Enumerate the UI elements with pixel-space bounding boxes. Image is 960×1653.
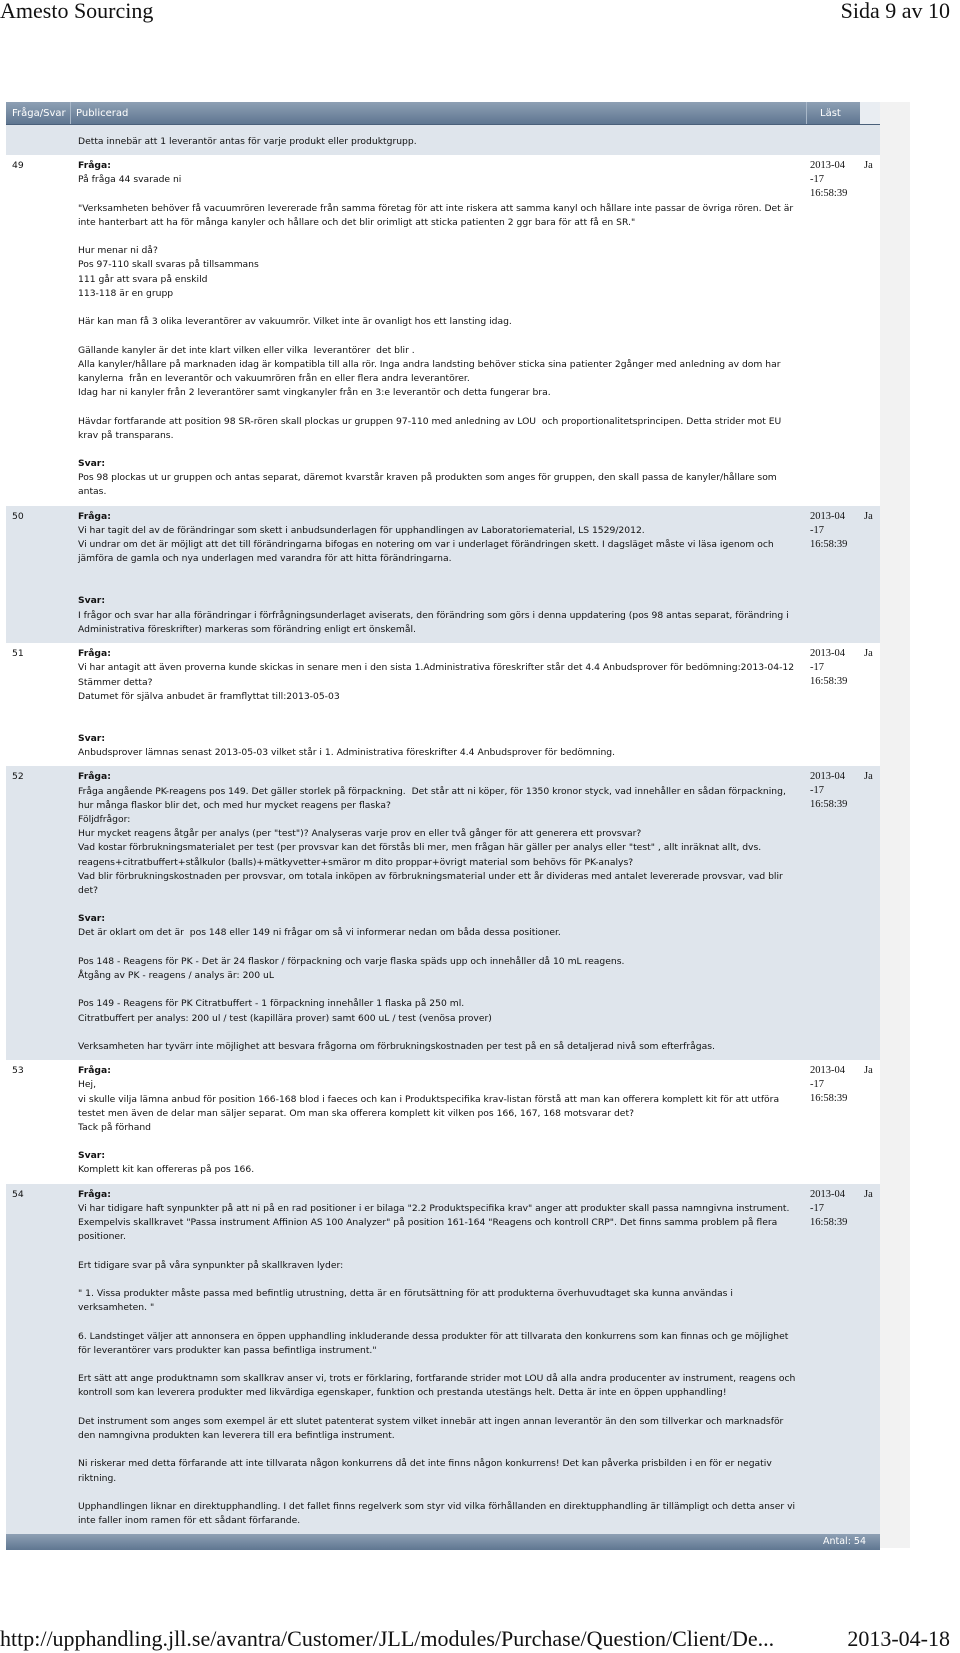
row-number: 50 xyxy=(12,510,24,522)
grid-footer xyxy=(6,1534,880,1550)
column-header-qa[interactable]: Fråga/Svar xyxy=(12,108,66,119)
table-row[interactable] xyxy=(6,1060,880,1183)
site-title: Amesto Sourcing xyxy=(0,0,154,23)
qa-grid xyxy=(6,102,880,1550)
published-date: 2013-04 -17 16:58:39 xyxy=(810,160,848,199)
read-status: Ja xyxy=(864,1065,873,1077)
column-separator xyxy=(70,102,71,124)
table-row[interactable] xyxy=(6,766,880,1060)
answer-text: Komplett kit kan offereras på pos 166. xyxy=(78,1164,255,1176)
published-date: 2013-04 -17 16:58:39 xyxy=(810,771,848,811)
question-label: Fråga: xyxy=(78,771,111,783)
print-header xyxy=(0,0,960,26)
answer-label: Svar: xyxy=(78,913,106,925)
read-status: Ja xyxy=(864,510,873,522)
table-row[interactable] xyxy=(6,155,880,506)
question-text: På fråga 44 svarade ni "Verksamheten behöver få vacuumrören levererade från samma företag för att inte riskera att samma kanyl och hållare inte passar de övriga rören. Det är inte hanterbart att ha för många kanyler och hållare och det blir orimligt att sticka patienten 2 ggr bara för att få en SR." Hur menar ni då? Pos 97-110 skall svaras på tillsammans 111 går att svara på enskild 113-118 är en grupp Här kan man få 3 olika leverantörer av vakuumrör. Vilket inte är ovanligt hos ett lansting idag. Gällande kanyler är det inte klart vilken eller vilka leverantörer det blir . Alla kanyler/hållare på marknaden idag är kompatibla till alla rör. Inga andra landsting behöver sticka sina patienter 2gånger med anledning av dom har kanylerna från en leverantör och vakuumrören från en eller flera andra leverantörer. Idag har ni kanyler från 2 leverantörer samt vingkanyler från en 3:e leverantör och detta fungerar bra. Hävdar fortfarande att position 98 SR-rören skall plockas ur gruppen 97-110 med anledning av LOU och proportionalitetsprincipen. Detta strider mot EU krav på transparans. xyxy=(78,174,794,441)
question-label: Fråga: xyxy=(78,648,111,660)
read-status: Ja xyxy=(864,771,873,783)
row-number: 51 xyxy=(12,648,24,660)
question-text: Fråga angående PK-reagens pos 149. Det gäller storlek på förpackning. Det står att ni köper, för 1350 kronor styck, vad innehåller en sådan förpackning, hur många flaskor blir det, och med hur mycket reagens per flaska? Följdfrågor: Hur mycket reagens åtgår per analys (per "test")? Analyseras varje prov en eller två gånger för att generera ett provsvar? Vad kostar förbrukningsmaterialet per test (per provsvar kan det förstås bli mer, men frågan här gäller per analys eller "test" , allt inräknat allt, dvs. reagens+citratbuffert+stålkulor (balls)+mätkyvetter+smäror m dito proppar+övrigt material som behövs för PK-analys? Vad blir förbrukningskostnaden per provsvar, om totala inköpen av förbrukningsmaterial under ett år divideras med antalet levererade provsvar, vad blir det? xyxy=(78,785,786,896)
row-number: 53 xyxy=(12,1065,24,1077)
question-text: Vi har tidigare haft synpunkter på att ni på en rad positioner i er bilaga "2.2 Produktspecifika krav" anger att produkter skall passa namngivna instrument. Exempelvis skallkravet "Passa instrument Affinion AS 100 Analyzer" på position 161-164 "Reagens och kontroll CRP". Det finns samma problem på flera positioner. Ert tidigare svar på våra synpunkter på skallkraven lyder: " 1. Vissa produkter måste passa med befintlig utrustning, detta är en förutsättning för att produkterna överhuvudtaget ska kunna användas i verksamheten. " 6. Landstinget väljer att annonsera en öppen upphandling inkluderande dessa produkter för att tillvarata den konkurrens som kan finnas och ge möjlighet för leverantörer vars produkter kan passa befintliga instrument." Ert sätt att ange produktnamn som skallkrav anser vi, trots er förklaring, fortfarande strider mot LOU då alla andra producenter av instrument, reagens och kontroll som kan leverera produkter med likvärdiga egenskaper, funktion och prestanda utestängs helt. Detta är inte en öppen upphandling! Det instrument som anges som exempel är ett slutet patenterat system vilket innebär att ingen annan leverantör än den som tillverkar och marknadsför den namngivna produkten kan leverera till era befintliga instrument. Ni riskerar med detta förfarande att inte tillvarata någon konkurrens då det inte finns någon konkurrens! Det kan påverka prisbilden i en för er negativ riktning. Upphandlingen liknar en direktupphandling. I det fallet finns regelverk som styr vid vilka förhållanden en direktupphandling är tillämpligt och detta anser vi inte faller inom ramen för ett sådant förfarande. xyxy=(78,1202,796,1527)
answer-text: Anbudsprover lämnas senast 2013-05-03 vilket står i 1. Administrativa föreskrifter 4.4 Anbudsprover för bedömning. xyxy=(78,747,616,759)
table-row-intro[interactable] xyxy=(6,125,880,155)
answer-label: Svar: xyxy=(78,732,106,744)
row-number: 54 xyxy=(12,1188,24,1200)
column-header-published[interactable]: Publicerad xyxy=(76,108,129,119)
print-footer xyxy=(0,1628,960,1653)
question-label: Fråga: xyxy=(78,1065,111,1077)
question-text: Hej, vi skulle vilja lämna anbud för position 166-168 blod i faeces och kan i Produktspecifika krav-listan förstå att man kan offerera komplett kit för att utföra testet men även de delar man säljer separat. Om man ska offerera komplett kit vilken pos 166, 167, 168 motsvarar det? Tack på förhand xyxy=(78,1079,780,1133)
page-url: http://upphandling.jll.se/avantra/Customer/JLL/modules/Purchase/Question/Client/De... xyxy=(0,1626,775,1651)
published-date: 2013-04 -17 16:58:39 xyxy=(810,1065,848,1105)
print-date: 2013-04-18 xyxy=(847,1626,950,1651)
answer-text: I frågor och svar har alla förändringar i förfrågningsunderlaget aviserats, den förändring som görs i denna uppdatering (pos 98 antas separat, förändring i Administrativa föreskrifter) markeras som förändring enligt ert önskemål. xyxy=(78,609,792,635)
published-date: 2013-04 -17 16:58:39 xyxy=(810,510,848,550)
question-text: Vi har tagit del av de förändringar som skett i anbudsunderlagen för upphandlingen av Laboratoriematerial, LS 1529/2012. Vi undrar om det är möjligt att det till förändringarna bifogas en notering om var i underlaget förändringen skett. I dagsläget måste vi läsa igenom och jämföra de gamla och nya underlagen med varandra för att hitta förändringarna. xyxy=(78,524,774,565)
answer-label: Svar: xyxy=(78,458,106,470)
read-status: Ja xyxy=(864,1188,873,1200)
question-text: Vi har antagit att även proverna kunde skickas in senare men i den sista 1.Administrativa föreskrifter står det 4.4 Anbudsprover för bedömning:2013-04-12 Stämmer detta? Datumet för själva anbudet är framflyttat till:2013-05-03 xyxy=(78,662,795,702)
row-number: 49 xyxy=(12,160,24,171)
table-row[interactable] xyxy=(6,643,880,766)
row-number: 52 xyxy=(12,771,24,783)
published-date: 2013-04 -17 16:58:39 xyxy=(810,1188,848,1228)
question-label: Fråga: xyxy=(78,1188,111,1200)
table-row[interactable] xyxy=(6,506,880,643)
published-date: 2013-04 -17 16:58:39 xyxy=(810,648,848,688)
answer-text: Pos 98 plockas ut ur gruppen och antas separat, däremot kvarstår kraven på produkten som anges för gruppen, den skall passa de kanyler/hållare som antas. xyxy=(78,472,780,498)
question-label: Fråga: xyxy=(78,510,111,522)
question-label: Fråga: xyxy=(78,160,111,171)
page-number: Sida 9 av 10 xyxy=(840,0,950,23)
answer-label: Svar: xyxy=(78,1150,106,1162)
header-filler xyxy=(860,102,880,124)
answer-label: Svar: xyxy=(78,595,106,607)
read-status: Ja xyxy=(864,160,873,171)
total-count: Antal: 54 xyxy=(822,1536,866,1548)
table-row[interactable] xyxy=(6,1184,880,1535)
intro-text: Detta innebär att 1 leverantör antas för varje produkt eller produktgrupp. xyxy=(78,136,417,147)
answer-text: Det är oklart om det är pos 148 eller 149 ni frågar om så vi informerar nedan om båda dessa positioner. Pos 148 - Reagens för PK - Det är 24 flaskor / förpackning och varje flaska späds upp och innehåller då 10 mL reagens. Åtgång av PK - reagens / analys är: 200 uL Pos 149 - Reagens för PK Citratbuffert - 1 förpackning innehåller 1 flaska på 250 ml. Citratbuffert per analys: 200 ul / test (kapillära prover) samt 600 uL / test (venösa prover) Verksamheten har tyvärr inte möjlighet att besvara frågorna om förbrukningskostnaden per test på en så detaljerad nivå som efterfrågas. xyxy=(78,927,715,1052)
column-header-read[interactable]: Läst xyxy=(820,108,841,119)
grid-shadow xyxy=(880,102,910,1548)
read-status: Ja xyxy=(864,648,873,660)
grid-header xyxy=(6,102,880,125)
column-separator xyxy=(806,102,807,124)
